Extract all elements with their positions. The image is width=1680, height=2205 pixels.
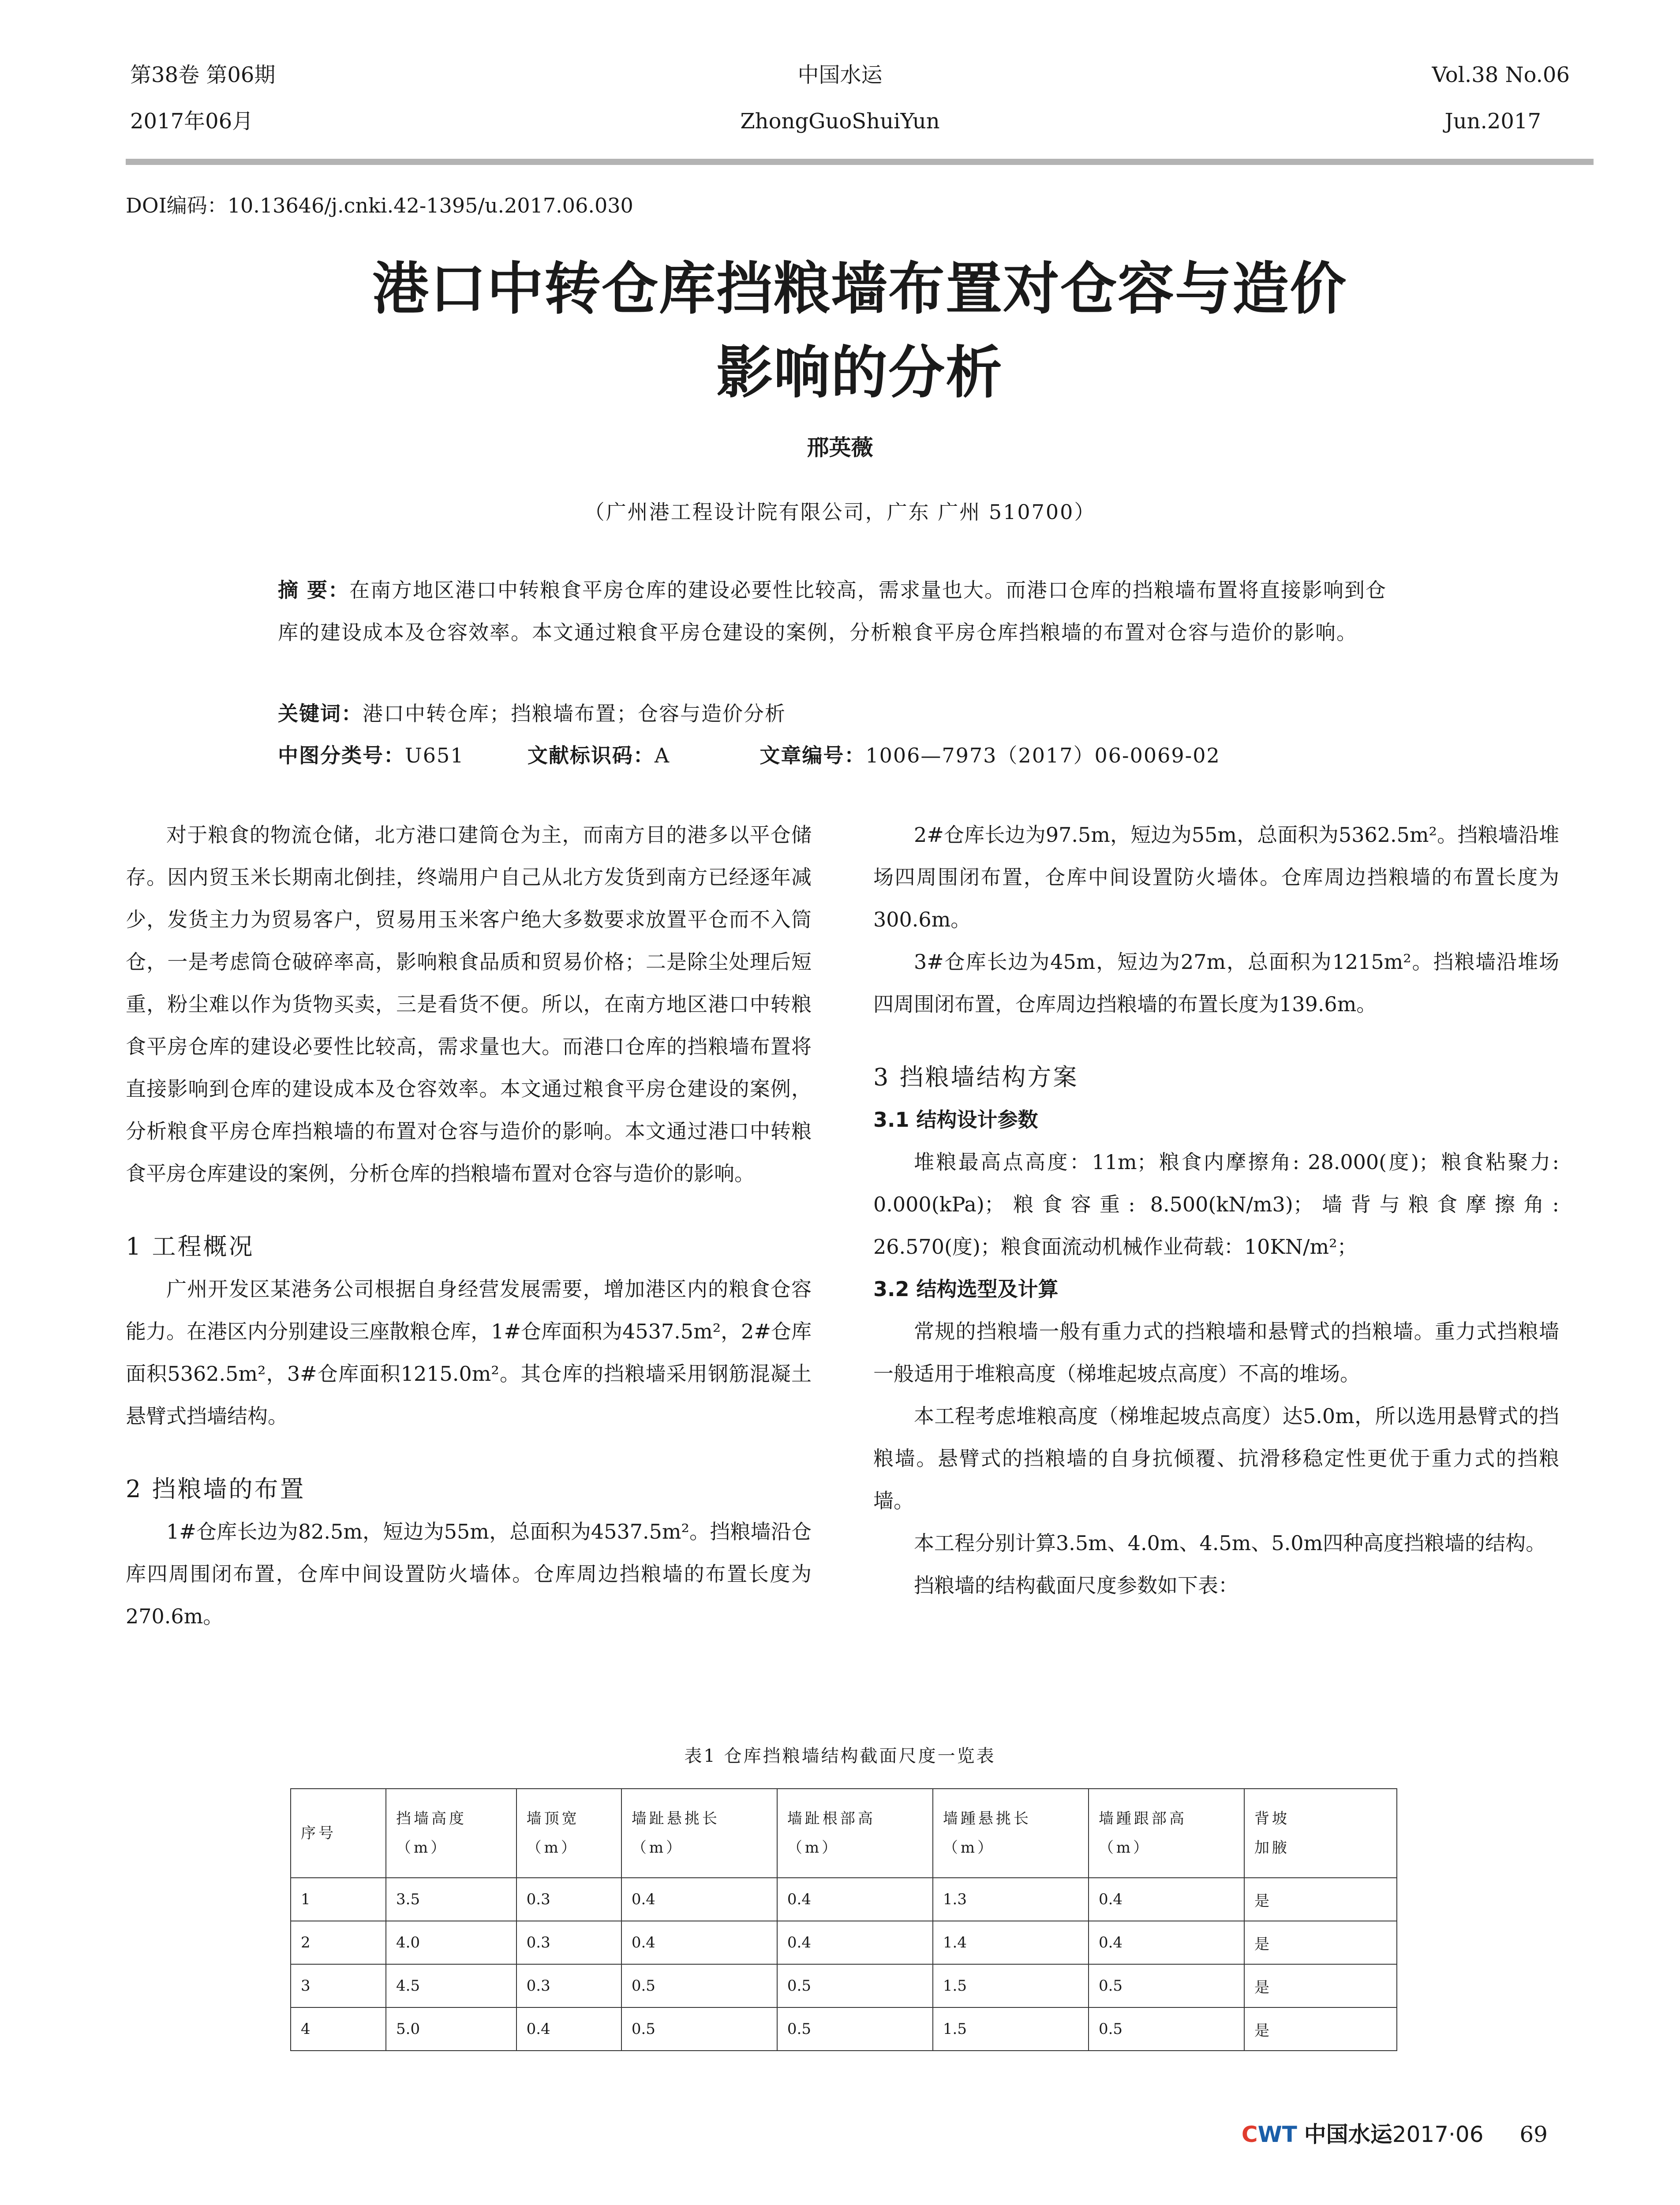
article-number-value: 1006—7973（2017）06-0069-02: [865, 744, 1220, 767]
table-cell: 0.4: [777, 1921, 933, 1964]
table-cell: 0.4: [516, 2007, 621, 2051]
doi: DOI编码：10.13646/j.cnki.42-1395/u.2017.06.030: [126, 194, 633, 217]
header-journal-pinyin: ZhongGuoShuiYun: [740, 109, 940, 134]
table-cell: 1.3: [933, 1878, 1089, 1921]
footer-date: 2017·06: [1392, 2122, 1484, 2147]
paper-title-line2: 影响的分析: [716, 340, 1003, 406]
table-cell: 4.5: [386, 1964, 516, 2007]
table-cell: 0.4: [621, 1921, 777, 1964]
abstract: [278, 569, 1407, 654]
right-column: [873, 814, 1559, 1607]
table-cell: 是: [1244, 1878, 1397, 1921]
header-rule: [126, 159, 1594, 165]
section-3-2-paragraph-1: 常规的挡粮墙一般有重力式的挡粮墙和悬臂式的挡粮墙。重力式挡粮墙一般适用于堆粮高度（梯堆起坡点高度）不高的堆场。: [873, 1319, 1559, 1386]
section-2-paragraph: 1#仓库长边为82.5m，短边为55m，总面积为4537.5m²。挡粮墙沿仓库四周围闭布置，仓库中间设置防火墙体。仓库周边挡粮墙的布置长度为270.6m。: [126, 1520, 812, 1628]
table-cell: 是: [1244, 1964, 1397, 2007]
table-cell: 2: [291, 1921, 386, 1964]
section-3-1-heading: 3.1 结构设计参数: [873, 1108, 1038, 1132]
table-cell: 0.5: [777, 2007, 933, 2051]
article-number-label: 文章编号：: [760, 744, 866, 767]
doc-code-value: A: [654, 744, 670, 767]
keywords-label: 关键词：: [278, 702, 363, 725]
section-3-heading: 3 挡粮墙结构方案: [873, 1063, 1079, 1091]
footer-journal: 中国水运: [1304, 2122, 1392, 2147]
paper-title-line1: 港口中转仓库挡粮墙布置对仓容与造价: [372, 256, 1347, 322]
table-cell: 0.5: [777, 1964, 933, 2007]
author: 邢英薇: [807, 435, 873, 460]
table-cell: 1: [291, 1878, 386, 1921]
table-cell: 0.3: [516, 1878, 621, 1921]
table-cell: 1.4: [933, 1921, 1089, 1964]
header-date: 2017年06月: [130, 109, 254, 134]
table-header-cell: 墙踵悬挑长 （m）: [933, 1789, 1089, 1878]
section-2-heading: 2 挡粮墙的布置: [126, 1475, 306, 1503]
table-cell: 4.0: [386, 1921, 516, 1964]
abstract-text: 在南方地区港口中转粮食平房仓库的建设必要性比较高，需求量也大。而港口仓库的挡粮墙布置将直接影响到仓库的建设成本及仓容效率。本文通过粮食平房仓建设的案例，分析粮食平房仓库挡粮墙的布置对仓容与造价的影响。: [278, 578, 1387, 644]
table-cell: 3: [291, 1964, 386, 2007]
section-3-2-heading: 3.2 结构选型及计算: [873, 1277, 1059, 1301]
table-cell: 0.5: [621, 1964, 777, 2007]
header-volume-en: Vol.38 No.06: [1432, 63, 1570, 87]
intro-paragraph: 对于粮食的物流仓储，北方港口建筒仓为主，而南方目的港多以平仓储存。因内贸玉米长期南北倒挂，终端用户自己从北方发货到南方已经逐年减少，发货主力为贸易客户，贸易用玉米客户绝大多数要求放置平仓而不入筒仓，一是考虑筒仓破碎率高，影响粮食品质和贸易价格；二是除尘处理后短重，粉尘难以作为货物买卖，三是看货不便。所以，在南方地区港口中转粮食平房仓库的建设必要性比较高，需求量也大。而港口仓库的挡粮墙布置将直接影响到仓库的建设成本及仓容效率。本文通过粮食平房仓建设的案例，分析粮食平房仓库挡粮墙的布置对仓容与造价的影响。本文通过港口中转粮食平房仓库建设的案例，分析仓库的挡粮墙布置对仓容与造价的影响。: [126, 823, 812, 1185]
warehouse-2-paragraph: 2#仓库长边为97.5m，短边为55m，总面积为5362.5m²。挡粮墙沿堆场四周围闭布置，仓库中间设置防火墙体。仓库周边挡粮墙的布置长度为300.6m。: [873, 823, 1559, 931]
table-cell: 1.5: [933, 2007, 1089, 2051]
left-column: [126, 814, 812, 1637]
table-cell: 5.0: [386, 2007, 516, 2051]
table-header-cell: 墙踵跟部高 （m）: [1089, 1789, 1244, 1878]
affiliation: （广州港工程设计院有限公司，广东 广州 510700）: [584, 500, 1096, 524]
table-header-cell: 墙顶宽 （m）: [516, 1789, 621, 1878]
table-row: [291, 2007, 1397, 2051]
table-cell: 0.3: [516, 1921, 621, 1964]
header-date-en: Jun.2017: [1444, 109, 1541, 134]
table-header-cell: 墙趾根部高 （m）: [777, 1789, 933, 1878]
header-journal: 中国水运: [797, 63, 883, 87]
classification: [278, 734, 1407, 777]
table-cell: 0.5: [621, 2007, 777, 2051]
table-cell: 是: [1244, 2007, 1397, 2051]
table-cell: 0.4: [621, 1878, 777, 1921]
warehouse-3-paragraph: 3#仓库长边为45m，短边为27m，总面积为1215m²。挡粮墙沿堆场四周围闭布置，仓库周边挡粮墙的布置长度为139.6m。: [873, 950, 1559, 1016]
section-1-paragraph: 广州开发区某港务公司根据自身经营发展需要，增加港区内的粮食仓容能力。在港区内分别建设三座散粮仓库，1#仓库面积为4537.5m²，2#仓库面积5362.5m²，3#仓库面积1215.0m²。其仓库的挡粮墙采用钢筋混凝土悬臂式挡墙结构。: [126, 1277, 812, 1428]
table-header-cell: 序号: [291, 1789, 386, 1878]
table-cell: 0.3: [516, 1964, 621, 2007]
table-header-cell: 挡墙高度 （m）: [386, 1789, 516, 1878]
keywords: [278, 692, 1407, 735]
table-row: [291, 1964, 1397, 2007]
page-number: 69: [1519, 2122, 1548, 2147]
section-3-2-paragraph-3: 本工程分别计算3.5m、4.0m、4.5m、5.0m四种高度挡粮墙的结构。: [914, 1531, 1546, 1555]
table-cell: 是: [1244, 1921, 1397, 1964]
table-header-cell: 墙趾悬挑长 （m）: [621, 1789, 777, 1878]
clc-value: U651: [405, 744, 464, 767]
section-3-1-paragraph: 堆粮最高点高度：11m；粮食内摩擦角: 28.000(度)；粮食粘聚力: 0.000(kPa)；粮食容重: 8.500(kN/m3)；墙背与粮食摩擦角: 26.570(度)；粮食面流动机械作业荷载：10KN/m²；: [873, 1150, 1559, 1259]
table-cell: 1.5: [933, 1964, 1089, 2007]
table-cell: 0.4: [1089, 1921, 1244, 1964]
table-cell: 0.4: [1089, 1878, 1244, 1921]
table-header-row: [291, 1789, 1397, 1878]
page-footer: [1242, 2117, 1548, 2149]
keywords-text: 港口中转仓库；挡粮墙布置；仓容与造价分析: [363, 702, 786, 725]
table-caption: 表1 仓库挡粮墙结构截面尺度一览表: [684, 1746, 996, 1766]
table-cell: 4: [291, 2007, 386, 2051]
table-header-cell: 背坡 加腋: [1244, 1789, 1397, 1878]
clc-label: 中图分类号：: [278, 744, 405, 767]
section-3-2-paragraph-2: 本工程考虑堆粮高度（梯堆起坡点高度）达5.0m，所以选用悬臂式的挡粮墙。悬臂式的挡粮墙的自身抗倾覆、抗滑移稳定性更优于重力式的挡粮墙。: [873, 1404, 1559, 1513]
section-3-2-paragraph-4: 挡粮墙的结构截面尺度参数如下表：: [914, 1573, 1238, 1597]
doc-code-label: 文献标识码：: [527, 744, 655, 767]
table-cell: 0.5: [1089, 1964, 1244, 2007]
table-row: [291, 1878, 1397, 1921]
cwt-logo-wt: WT: [1257, 2122, 1297, 2147]
header-volume: 第38卷 第06期: [130, 63, 276, 87]
dimension-table: [290, 1788, 1397, 2051]
table-cell: 3.5: [386, 1878, 516, 1921]
table-row: [291, 1921, 1397, 1964]
table-cell: 0.4: [777, 1878, 933, 1921]
cwt-logo-c: C: [1241, 2122, 1258, 2147]
abstract-label: 摘 要：: [278, 578, 350, 602]
section-1-heading: 1 工程概况: [126, 1233, 254, 1260]
table-cell: 0.5: [1089, 2007, 1244, 2051]
